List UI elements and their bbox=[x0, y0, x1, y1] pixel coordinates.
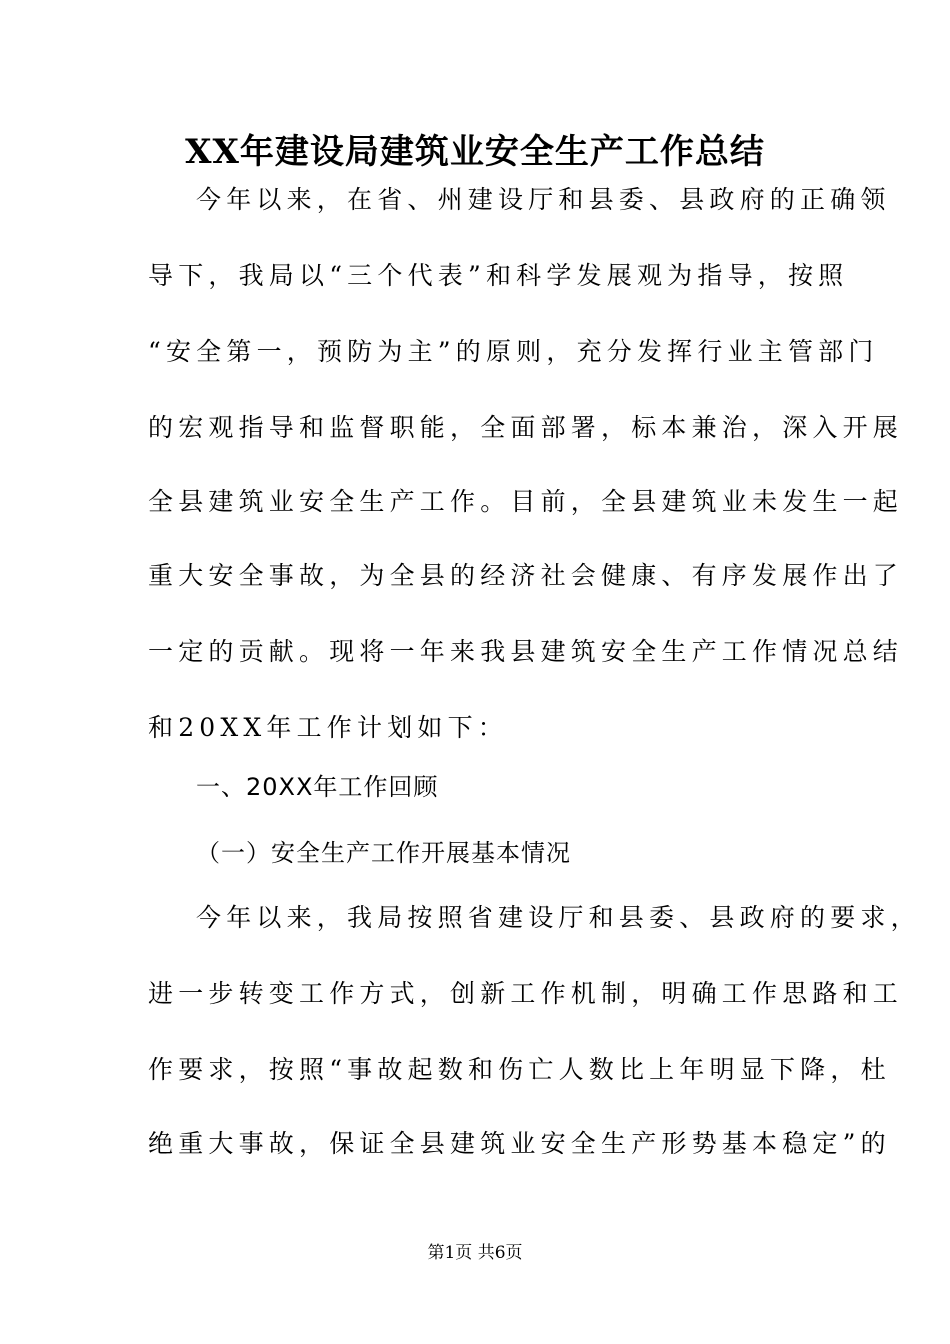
paragraph-line: 绝重大事故，保证全县建筑业安全生产形势基本稳定”的 bbox=[148, 1129, 891, 1158]
paragraph-line: 一定的贡献。现将一年来我县建筑安全生产工作情况总结 bbox=[148, 637, 904, 666]
paragraph-line: 今年以来，我局按照省建设厅和县委、县政府的要求， bbox=[196, 903, 921, 932]
paragraph-line: 全县建筑业安全生产工作。目前，全县建筑业未发生一起 bbox=[148, 487, 904, 516]
paragraph-line: 今年以来，在省、州建设厅和县委、县政府的正确领 bbox=[196, 185, 891, 214]
paragraph-line: 的宏观指导和监督职能，全面部署，标本兼治，深入开展 bbox=[148, 413, 904, 442]
paragraph-line: 作要求，按照“事故起数和伤亡人数比上年明显下降，杜 bbox=[148, 1055, 891, 1084]
paragraph-line: 导下，我局以“三个代表”和科学发展观为指导，按照 bbox=[148, 261, 849, 290]
document-title: XX年建设局建筑业安全生产工作总结 bbox=[185, 132, 765, 172]
subsection-heading: （一）安全生产工作开展基本情况 bbox=[196, 839, 571, 867]
paragraph-line: 和20XX年工作计划如下： bbox=[148, 713, 509, 742]
section-heading: 一、20XX年工作回顾 bbox=[196, 773, 439, 801]
paragraph-line: 重大安全事故，为全县的经济社会健康、有序发展作出了 bbox=[148, 561, 904, 590]
page-number-footer: 第1页 共6页 bbox=[427, 1243, 523, 1263]
paragraph-line: “安全第一，预防为主”的原则，充分发挥行业主管部门 bbox=[148, 337, 879, 366]
paragraph-line: 进一步转变工作方式，创新工作机制，明确工作思路和工 bbox=[148, 979, 904, 1008]
